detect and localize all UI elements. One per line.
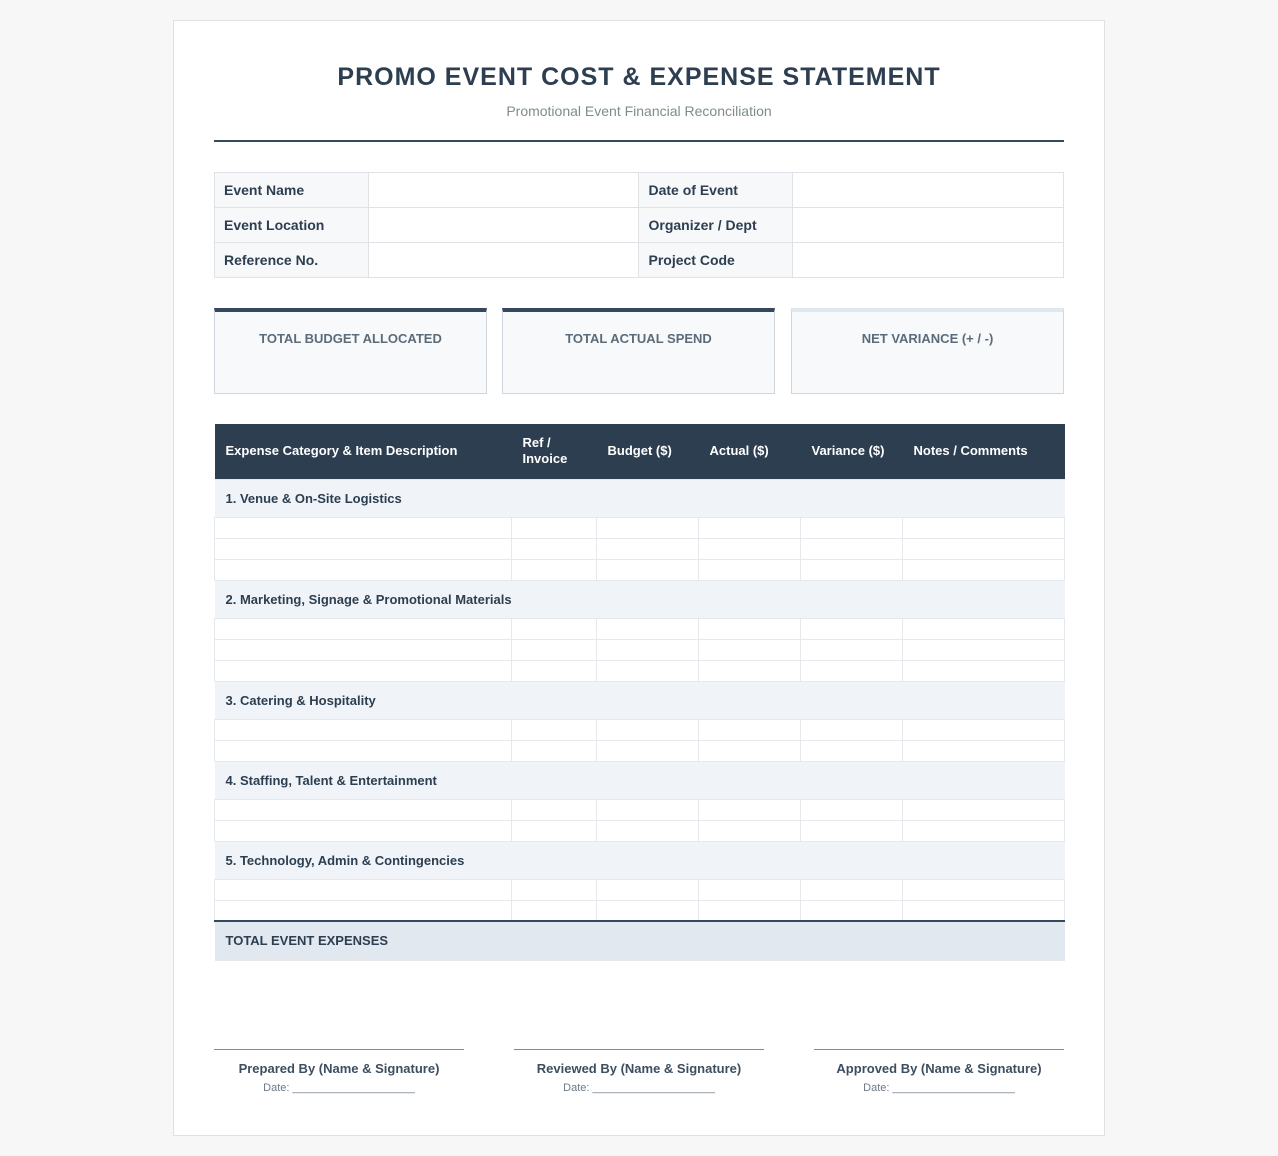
signature-line (214, 1049, 464, 1050)
col-header-ref-invoice-text: Ref / Invoice (522, 435, 568, 467)
cell[interactable] (512, 820, 597, 841)
cell[interactable] (597, 517, 699, 538)
cell[interactable] (801, 900, 903, 921)
cell[interactable] (215, 517, 512, 538)
reviewed-date: Date: ____________________ (563, 1082, 715, 1094)
cell[interactable] (512, 639, 597, 660)
category-row (215, 580, 1065, 618)
info-row (215, 208, 1064, 243)
reference-no-label: Reference No. (215, 243, 369, 278)
col-header-actual: Actual ($) (699, 424, 801, 479)
document-header (214, 21, 1064, 142)
statement-sheet (173, 20, 1105, 1136)
cell[interactable] (699, 660, 801, 681)
cell[interactable] (215, 719, 512, 740)
cell[interactable] (903, 879, 1065, 900)
total-budget-box (214, 308, 487, 394)
cell[interactable] (903, 559, 1065, 580)
category-technology: 5. Technology, Admin & Contingencies (215, 841, 1065, 879)
cell[interactable] (215, 740, 512, 761)
date-of-event-label: Date of Event (639, 173, 793, 208)
table-row (215, 799, 1065, 820)
page-subtitle: Promotional Event Financial Reconciliation (506, 103, 772, 119)
cell[interactable] (512, 517, 597, 538)
signature-line (514, 1049, 764, 1050)
approved-by-signature (814, 1049, 1064, 1094)
cell[interactable] (699, 799, 801, 820)
cell[interactable] (801, 618, 903, 639)
table-row (215, 538, 1065, 559)
category-marketing: 2. Marketing, Signage & Promotional Materials (215, 580, 1065, 618)
cell[interactable] (512, 559, 597, 580)
table-row (215, 660, 1065, 681)
cell[interactable] (801, 719, 903, 740)
cell[interactable] (597, 618, 699, 639)
cell[interactable] (597, 740, 699, 761)
cell[interactable] (597, 639, 699, 660)
approved-date: Date: ____________________ (863, 1082, 1015, 1094)
cell[interactable] (215, 559, 512, 580)
category-row (215, 761, 1065, 799)
cell[interactable] (699, 820, 801, 841)
cell[interactable] (699, 879, 801, 900)
cell[interactable] (512, 719, 597, 740)
event-name-label: Event Name (215, 173, 369, 208)
table-row (215, 517, 1065, 538)
col-header-budget: Budget ($) (597, 424, 699, 479)
cell[interactable] (903, 618, 1065, 639)
category-venue: 1. Venue & On-Site Logistics (215, 479, 1065, 517)
category-row (215, 479, 1065, 517)
category-staffing: 4. Staffing, Talent & Entertainment (215, 761, 1065, 799)
cell[interactable] (215, 879, 512, 900)
cell[interactable] (215, 538, 512, 559)
table-row (215, 719, 1065, 740)
cell[interactable] (512, 660, 597, 681)
cell[interactable] (801, 639, 903, 660)
table-row (215, 740, 1065, 761)
prepared-by-signature (214, 1049, 464, 1094)
cell[interactable] (801, 879, 903, 900)
cell[interactable] (903, 719, 1065, 740)
reviewed-by-signature (514, 1049, 764, 1094)
total-actual-box (502, 308, 775, 394)
prepared-date: Date: ____________________ (263, 1082, 415, 1094)
cell[interactable] (903, 660, 1065, 681)
signature-line (814, 1049, 1064, 1050)
cell[interactable] (597, 660, 699, 681)
expense-table (214, 424, 1065, 961)
cell[interactable] (801, 799, 903, 820)
net-variance-label: NET VARIANCE (+ / -) (861, 331, 994, 346)
date-of-event-field[interactable] (793, 173, 1064, 208)
cell[interactable] (597, 559, 699, 580)
reviewed-by-label: Reviewed By (Name & Signature) (536, 1061, 742, 1076)
cell[interactable] (699, 538, 801, 559)
col-header-notes: Notes / Comments (903, 424, 1065, 479)
cell[interactable] (699, 559, 801, 580)
col-header-ref-invoice (512, 424, 597, 479)
cell[interactable] (215, 639, 512, 660)
cell[interactable] (801, 740, 903, 761)
approved-by-label: Approved By (Name & Signature) (836, 1061, 1042, 1076)
cell[interactable] (512, 799, 597, 820)
total-actual-label: TOTAL ACTUAL SPEND (565, 331, 712, 346)
event-info-table (214, 172, 1064, 278)
cell[interactable] (903, 820, 1065, 841)
table-row (215, 900, 1065, 921)
cell[interactable] (699, 618, 801, 639)
total-row (215, 921, 1065, 960)
page-title: PROMO EVENT COST & EXPENSE STATEMENT (337, 63, 941, 91)
table-row (215, 618, 1065, 639)
table-row (215, 879, 1065, 900)
net-variance-box (791, 308, 1064, 394)
cell[interactable] (699, 900, 801, 921)
project-code-label: Project Code (639, 243, 793, 278)
cell[interactable] (512, 740, 597, 761)
category-catering: 3. Catering & Hospitality (215, 681, 1065, 719)
table-header-row (215, 424, 1065, 479)
cell[interactable] (215, 900, 512, 921)
cell[interactable] (597, 799, 699, 820)
cell[interactable] (512, 618, 597, 639)
cell[interactable] (801, 660, 903, 681)
category-row (215, 681, 1065, 719)
cell[interactable] (597, 719, 699, 740)
prepared-by-label: Prepared By (Name & Signature) (238, 1061, 440, 1076)
total-budget-label: TOTAL BUDGET ALLOCATED (259, 331, 442, 346)
col-header-variance: Variance ($) (801, 424, 903, 479)
cell[interactable] (215, 618, 512, 639)
cell[interactable] (801, 559, 903, 580)
event-location-label: Event Location (215, 208, 369, 243)
event-name-field[interactable] (368, 173, 639, 208)
organizer-dept-field[interactable] (793, 208, 1064, 243)
table-row (215, 559, 1065, 580)
cell[interactable] (903, 538, 1065, 559)
cell[interactable] (512, 538, 597, 559)
info-row (215, 243, 1064, 278)
cell[interactable] (903, 900, 1065, 921)
cell[interactable] (215, 820, 512, 841)
project-code-field[interactable] (793, 243, 1064, 278)
cell[interactable] (903, 740, 1065, 761)
cell[interactable] (597, 879, 699, 900)
cell[interactable] (699, 719, 801, 740)
category-row (215, 841, 1065, 879)
cell[interactable] (597, 900, 699, 921)
cell[interactable] (903, 799, 1065, 820)
cell[interactable] (801, 820, 903, 841)
cell[interactable] (597, 820, 699, 841)
reference-no-field[interactable] (368, 243, 639, 278)
event-location-field[interactable] (368, 208, 639, 243)
table-row (215, 639, 1065, 660)
cell[interactable] (903, 517, 1065, 538)
cell[interactable] (801, 517, 903, 538)
table-row (215, 820, 1065, 841)
cell[interactable] (699, 740, 801, 761)
cell[interactable] (699, 517, 801, 538)
total-event-expenses-label: TOTAL EVENT EXPENSES (215, 921, 1065, 960)
cell[interactable] (215, 799, 512, 820)
cell[interactable] (512, 879, 597, 900)
cell[interactable] (597, 538, 699, 559)
cell[interactable] (512, 900, 597, 921)
col-header-description: Expense Category & Item Description (215, 424, 512, 479)
cell[interactable] (699, 639, 801, 660)
cell[interactable] (903, 639, 1065, 660)
organizer-dept-label: Organizer / Dept (639, 208, 793, 243)
cell[interactable] (215, 660, 512, 681)
cell[interactable] (801, 538, 903, 559)
info-row (215, 173, 1064, 208)
